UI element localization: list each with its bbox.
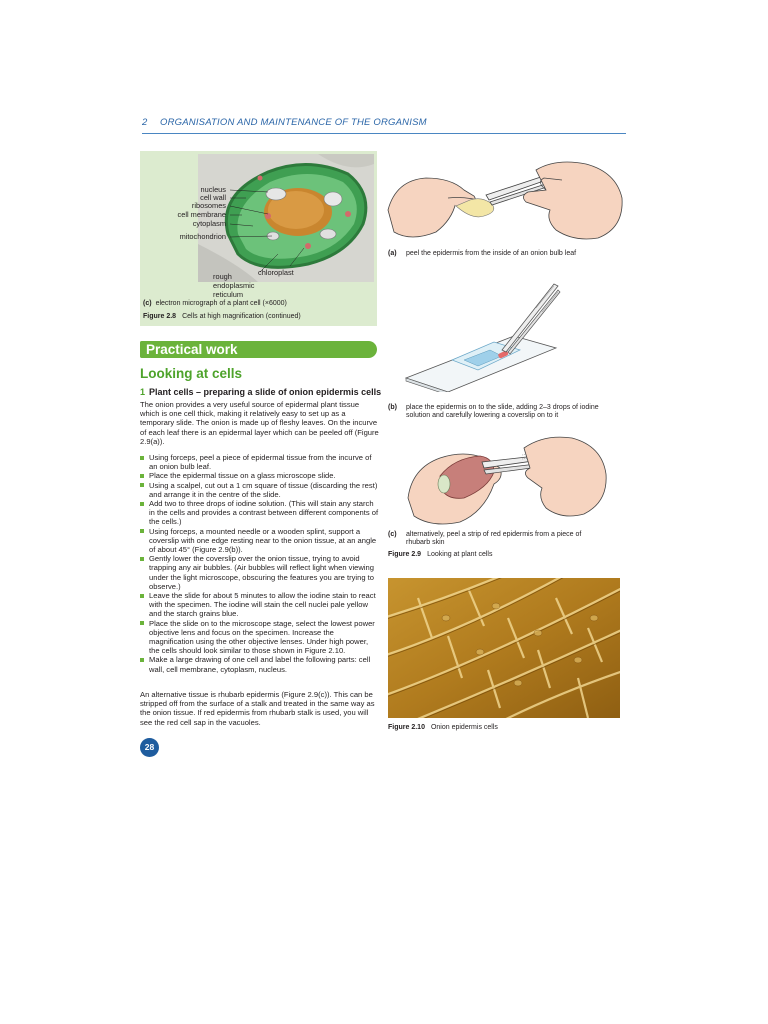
label-cell-wall: cell wall [200,193,226,202]
figure-caption-text: Onion epidermis cells [430,724,498,731]
procedure-list [140,453,380,674]
banner-text: Practical work [146,342,238,357]
figure-2-9a-caption [388,250,624,257]
intro-paragraph: The onion provides a very useful source of epidermal plant tissue which is one cell thick, making it relatively easy to set up as a temporary slide. The onion is made up of fleshy leaves. On the incurve of each leaf there is an epidermal layer which can be peeled off (Figure 2.9(a)). [140,400,379,446]
part-caption-text: electron micrograph of a plant cell (×6000) [155,300,287,307]
chapter-number: 2 [142,117,148,128]
caption-letter: (a) [388,250,397,257]
label-rough-er-3: reticulum [213,290,243,299]
label-nucleus: nucleus [200,185,226,194]
figure-label: Figure 2.9 [388,551,422,558]
list-item: Place the slide on to the microscope stage, select the lowest power objective lens and focus on the specimen. Increase the magnification using the other objective lenses. Under high power, the cells should look similar to those shown in Figure 2.10. [140,619,380,656]
label-ribosomes: ribosomes [191,201,226,210]
list-item: Using forceps, peel a piece of epidermal tissue from the incurve of an onion bulb leaf. [140,453,380,471]
caption-text: peel the epidermis from the inside of an onion bulb leaf [406,250,577,257]
label-rough-er-2: endoplasmic [213,281,255,290]
list-item: Place the epidermal tissue on a glass microscope slide. [140,471,380,480]
list-item: Gently lower the coverslip over the onion tissue, trying to avoid trapping any air bubbles. (Air bubbles will reflect light when viewing under the light microscope, obscuring the features you are trying to observe.) [140,554,380,591]
page-number: 28 [144,742,155,752]
practical-work-banner [140,341,377,358]
figure-label: Figure 2.8 [143,313,177,320]
onion-epidermis-photo [388,578,620,718]
figure-caption-text: Cells at high magnification (continued) [182,313,301,320]
figure-2-9c-caption [388,531,624,548]
label-cell-membrane: cell membrane [177,210,226,219]
figure-2-9b-caption [388,404,624,421]
running-header [142,117,626,134]
figure-label: Figure 2.10 [388,724,425,731]
part-letter: (c) [143,300,152,307]
rhubarb-peeling-illustration [404,428,610,528]
caption-text: alternatively, peel a strip of red epidermis from a piece of rhubarb skin [406,531,582,547]
slide-coverslip-illustration [396,280,561,392]
subsection-heading [140,387,381,397]
list-item: Using a scalpel, cut out a 1 cm square of tissue (discarding the rest) and arrange it in the centre of the slide. [140,481,380,499]
figure-2-10-caption [388,724,498,731]
figure-2-8-part-caption [143,300,287,307]
caption-text: place the epidermis on to the slide, adding 2–3 drops of iodine solution and carefully lowering a coverslip on to it [406,404,599,420]
label-chloroplast: chloroplast [258,268,294,277]
section-heading: Looking at cells [140,366,243,381]
caption-letter: (b) [388,404,397,411]
subsection-title: Plant cells – preparing a slide of onion epidermis cells [149,387,382,397]
figure-caption-text: Looking at plant cells [427,551,493,558]
list-item: Leave the slide for about 5 minutes to allow the iodine stain to react with the specimen. The iodine will stain the cell nuclei pale yellow and the starch grains blue. [140,591,380,619]
list-item: Make a large drawing of one cell and label the following parts: cell wall, cell membrane, cytoplasm, nucleus. [140,655,380,673]
peeling-epidermis-illustration [386,150,626,250]
page-number-badge [140,738,159,757]
label-cytoplasm: cytoplasm [192,219,226,228]
list-item: Using forceps, a mounted needle or a wooden splint, support a coverslip with one edge resting near to the onion tissue, at an angle of about 45° (Figure 2.9(b)). [140,527,380,555]
label-rough-er-1: rough [213,272,232,281]
figure-2-8-caption [143,313,301,320]
caption-letter: (c) [388,531,397,538]
subsection-number: 1 [140,387,146,397]
chapter-title: ORGANISATION AND MAINTENANCE OF THE ORGANISM [160,117,427,128]
alternative-paragraph: An alternative tissue is rhubarb epidermis (Figure 2.9(c)). This can be stripped off from the surface of a stalk and treated in the same way as the onion tissue. If red epidermis from rhubarb stalk is used, you will see the red cell sap in the vacuoles. [140,690,375,727]
label-mitochondrion: mitochondrion [179,232,226,241]
figure-2-9-caption [388,551,492,558]
list-item: Add two to three drops of iodine solution. (This will stain any starch in the cells and provides a contrast between different components of the cells.) [140,499,380,527]
